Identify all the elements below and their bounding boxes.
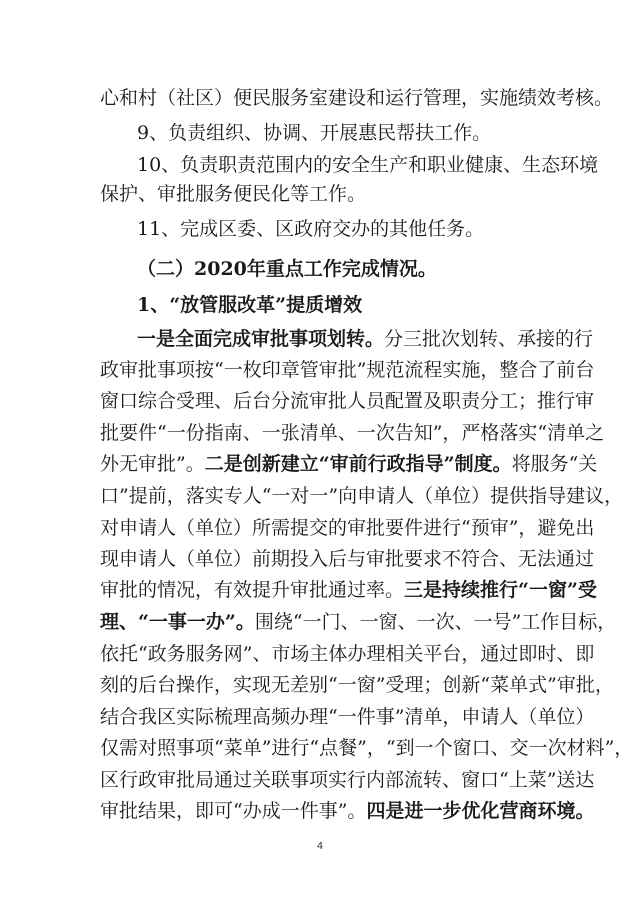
text-run: 批要件“一份指南、一张清单、一次告知”，严格落实“清单之 — [100, 422, 605, 444]
text-line — [100, 642, 595, 666]
text-line — [137, 257, 437, 281]
text-line — [100, 547, 595, 571]
text-line — [100, 484, 624, 508]
text-run: 分三批次划转、承接的行 — [384, 328, 594, 350]
text-run: 政审批事项按“一枚印章管审批”规范流程实施，整合了前台 — [100, 359, 595, 381]
bold-text-run: 1、“放管服改革”提质增效 — [137, 294, 363, 316]
text-line — [100, 799, 595, 823]
text-run: 现申请人（单位）前期投入后与审批要求不符合、无法通过 — [100, 548, 595, 570]
text-run: 依托“政务服务网”、市场主体办理相关平台，通过即时、即 — [100, 643, 595, 665]
text-run: 口”提前，落实专人“一对一”向申请人（单位）提供指导建议， — [100, 485, 624, 507]
text-run: 审批的情况，有效提升审批通过率。 — [100, 579, 405, 601]
text-run: 11、完成区委、区政府交办的其他任务。 — [137, 218, 485, 240]
text-run: 区行政审批局通过关联事项实行内部流转、窗口“上菜”送达 — [100, 769, 595, 791]
text-line — [137, 293, 397, 317]
text-run: 心和村（社区）便民服务室建设和运行管理，实施绩效考核。 — [100, 87, 614, 109]
bold-text-run: （二）2020年重点工作完成情况。 — [137, 258, 437, 280]
text-line — [100, 389, 595, 413]
bold-text-run: 二是创新建立“审前行政指导”制度。 — [204, 453, 512, 475]
text-line — [137, 153, 599, 177]
text-run: 外无审批”。 — [100, 453, 205, 475]
text-run: 9、负责组织、协调、开展惠民帮扶工作。 — [137, 122, 492, 144]
text-line — [100, 768, 595, 792]
text-line — [100, 86, 614, 110]
text-line — [100, 736, 634, 760]
page-number: 4 — [316, 841, 324, 852]
text-line — [100, 452, 598, 476]
text-line — [137, 327, 594, 351]
bold-text-run: 四是进一步优化营商环境。 — [366, 800, 595, 822]
text-run: 仅需对照事项“菜单”进行“点餐”，“到一个窗口、交一次材料”， — [100, 737, 634, 759]
text-run: 刻的后台操作，实现无差别“一窗”受理；创新“菜单式”审批， — [100, 674, 614, 696]
text-run: 对申请人（单位）所需提交的审批要件进行“预审”，避免出 — [100, 517, 595, 539]
bold-text-run: 理、“一事一办”。 — [100, 611, 255, 633]
text-line — [100, 610, 617, 634]
text-line — [137, 217, 485, 241]
text-line — [137, 121, 492, 145]
text-run: 审批结果，即可“办成一件事”。 — [100, 800, 367, 822]
text-line — [100, 182, 400, 206]
text-line — [100, 578, 597, 602]
text-run: 窗口综合受理、后台分流审批人员配置及职责分工；推行审 — [100, 390, 595, 412]
text-run: 保护、审批服务便民化等工作。 — [100, 183, 367, 205]
bold-text-run: 三是持续推行“一窗”受 — [404, 579, 597, 601]
bold-text-run: 一是全面完成审批事项划转。 — [137, 328, 385, 350]
text-line — [100, 358, 595, 382]
text-line — [100, 705, 595, 729]
text-run: 将服务“关 — [511, 453, 598, 475]
text-line — [100, 421, 605, 445]
text-run: 10、负责职责范围内的安全生产和职业健康、生态环境 — [137, 154, 599, 176]
text-run: 围绕“一门、一窗、一次、一号”工作目标， — [254, 611, 617, 633]
text-line — [100, 673, 614, 697]
text-run: 结合我区实际梳理高频办理“一件事”清单，申请人（单位） — [100, 706, 595, 728]
text-line — [100, 516, 595, 540]
